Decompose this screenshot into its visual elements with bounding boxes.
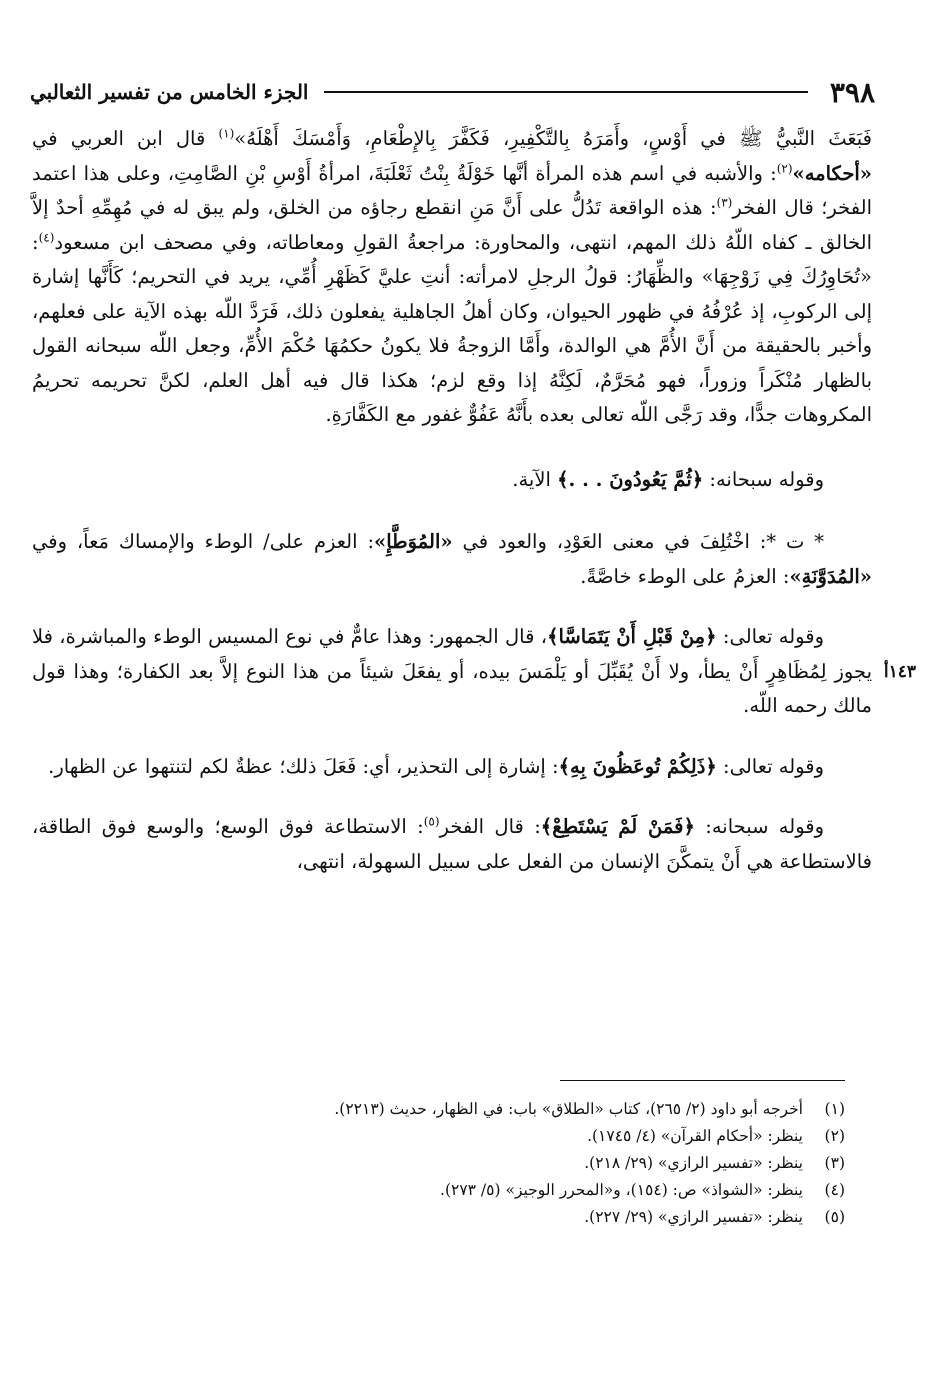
text-span: : إشارة إلى التحذير، أي: فَعَلَ ذلك؛ عظةٌ لكم لتنتهوا عن الظهار.	[48, 754, 559, 778]
header-rule	[324, 91, 807, 93]
footnote-number: (٣)	[824, 1154, 845, 1172]
text-span: قال ابن العربي في	[32, 127, 219, 150]
quran-quote: ﴿ذَلِكُمْ تُوعَظُونَ بِهِ﴾	[558, 754, 717, 778]
text-span: وقوله سبحانه:	[703, 467, 824, 491]
footnote-number: (٤)	[824, 1181, 845, 1199]
quran-quote: ﴿مِنْ قَبْلِ أَنْ يَتَمَاسَّا﴾	[547, 625, 717, 648]
bold-title: «المُدَوَّنَةِ»	[789, 564, 872, 588]
footnote-item	[40, 1204, 845, 1231]
bold-title: «أحكامه»	[792, 161, 872, 185]
main-text	[32, 122, 872, 879]
footnote-item	[40, 1096, 845, 1123]
paragraph-6	[32, 810, 872, 879]
footnote-item	[40, 1150, 845, 1177]
footnote-number: (٥)	[824, 1208, 845, 1226]
text-span: : «تُحَاوِرُكَ فِي زَوْجِهَا» والظِّهَارُ: قولُ الرجلِ لامرأته: أنتِ عليَّ كَظَهْرِ أُمِّي، يريد في التحريم؛ كَأَنَّها إشارة إلى الركوبِ، إذ عُرْفُهُ في ظهور الحيوان، وكان أهلُ الجاهلية يفعلون ذلك، فَرَدَّ اللّه بهذه الآية على فعلهم، وأخبر بالحقيقة من أَنَّ الأُمَّ هي الوالدة، وأَمَّا الزوجةُ فلا يكونُ حكمُهَا حُكْمَ الأُمِّ، وجعل اللّه سبحانه القول بالظهار مُنْكَراً وزوراً، فهو مُحَرَّمٌ، لَكِنَّهُ إذا وقع لزم؛ هكذا قال فيه أهل العلم، لكنَّ تحريمه تحريمُ المكروهات جدًّا، وقد رَجَّى اللّه تعالى بعده بأَنَّهُ عَفُوٌّ غفور مع الكَفَّارَةِ.	[32, 230, 872, 426]
paragraph-2	[32, 463, 872, 498]
text-span: فَبَعَثَ النَّبيُّ ﷺ في أَوْسٍ، وأَمَرَهُ بِالتَّكْفِيرِ، فَكَفَّرَ بِالإِطْعَامِ، وَأَمْسَكَ أَهْلَهُ»	[234, 127, 872, 150]
manuscript-folio-note: ١٤٣أ	[883, 662, 916, 682]
quran-quote: ﴿فَمَنْ لَمْ يَسْتَطِعْ﴾	[540, 815, 695, 838]
text-span: : العزمُ على الوطء خاصَّةً.	[580, 564, 790, 588]
footnote-ref-1: (١)	[218, 126, 235, 141]
footnote-text: ينظر: «تفسير الرازي» (٢٩/ ٢٢٧).	[584, 1208, 803, 1226]
footnote-ref-4: (٤)	[38, 230, 55, 244]
footnote-ref-3: (٣)	[716, 195, 733, 210]
footnote-text: أخرجه أبو داود (٢/ ٢٦٥)، كتاب «الطلاق» باب: في الظهار، حديث (٢٢١٣).	[334, 1100, 803, 1118]
footnote-ref-2: (٢)	[776, 161, 793, 175]
text-span: : قال الفخر	[439, 815, 541, 838]
text-span: ، قال الجمهور: وهذا عامٌّ في نوع المسيس الوطء والمباشرة، فلا يجوز لِمُظَاهِرٍ أَنْ يطأ، ولا أَنْ يُقَبِّلَ أو يَلْمَسَ بيده، أو يفعَلَ شيئاً من هذا النوع إلاَّ بعد الكفارة؛ وهذا قول مالك رحمه اللّه.	[32, 625, 872, 717]
paragraph-1	[32, 122, 872, 433]
text-span: : هذه الواقعة تَدُلُّ على أَنَّ مَنِ انقطع رجاؤه من الخلق، ولم يبق له في مُهِمِّهِ أحدٌ إلاَّ الخالق ـ كفاه اللّهُ ذلك المهم، انتهى، والمحاورة: مراجعةُ القولِ ومعاطاته، وفي مصحف ابن مسعود	[32, 196, 872, 254]
paragraph-4	[32, 620, 872, 724]
footnote-ref-5: (٥)	[423, 814, 440, 829]
footnote-separator	[560, 1080, 845, 1081]
footnotes	[40, 1096, 845, 1231]
text-span: وقوله تعالى:	[716, 754, 824, 778]
text-span: : العزم على/ الوطء والإمساك مَعاً، وفي	[32, 530, 375, 553]
text-span: وقوله سبحانه:	[694, 815, 825, 838]
text-span: الآية.	[512, 467, 558, 491]
text-span: * ت *: اخْتُلِفَ في معنى العَوْدِ، والعود في	[452, 530, 824, 553]
footnote-text: ينظر: «الشواذ» ص: (١٥٤)، و«المحرر الوجيز» (٥/ ٢٧٣).	[440, 1181, 803, 1199]
page-number: ٣٩٨	[829, 75, 875, 109]
paragraph-3	[32, 525, 872, 594]
footnote-number: (١)	[824, 1100, 845, 1118]
footnote-item	[40, 1123, 845, 1150]
quran-quote: ﴿ثُمَّ يَعُودُونَ . . .﴾	[557, 467, 704, 491]
bold-title: «المُوَطَّإِ»	[374, 530, 453, 553]
footnote-number: (٢)	[824, 1127, 845, 1145]
footnote-text: ينظر: «أحكام القرآن» (٤/ ١٧٤٥).	[587, 1127, 803, 1145]
page-header	[30, 70, 875, 114]
running-title: الجزء الخامس من تفسير الثعالبي	[30, 80, 309, 104]
paragraph-5	[32, 750, 872, 785]
footnote-text: ينظر: «تفسير الرازي» (٢٩/ ٢١٨).	[584, 1154, 803, 1172]
text-span: : والأشبه في اسم هذه المرأة أنَّها خَوْلَةُ بِنْتُ ثَعْلَبَةَ، امرأةُ أَوْسِ بْنِ الصَّامِتِ، وعلى هذا اعتمد الفخر؛ قال الفخر	[32, 161, 872, 219]
footnote-item	[40, 1177, 845, 1204]
text-span: وقوله تعالى:	[716, 625, 824, 648]
text-span: : الاستطاعة فوق الوسع؛ والوسع فوق الطاقة، فالاستطاعة هي أَنْ يتمكَّنَ الإنسان من الفعل على سبيل السهولة، انتهى،	[32, 815, 872, 873]
